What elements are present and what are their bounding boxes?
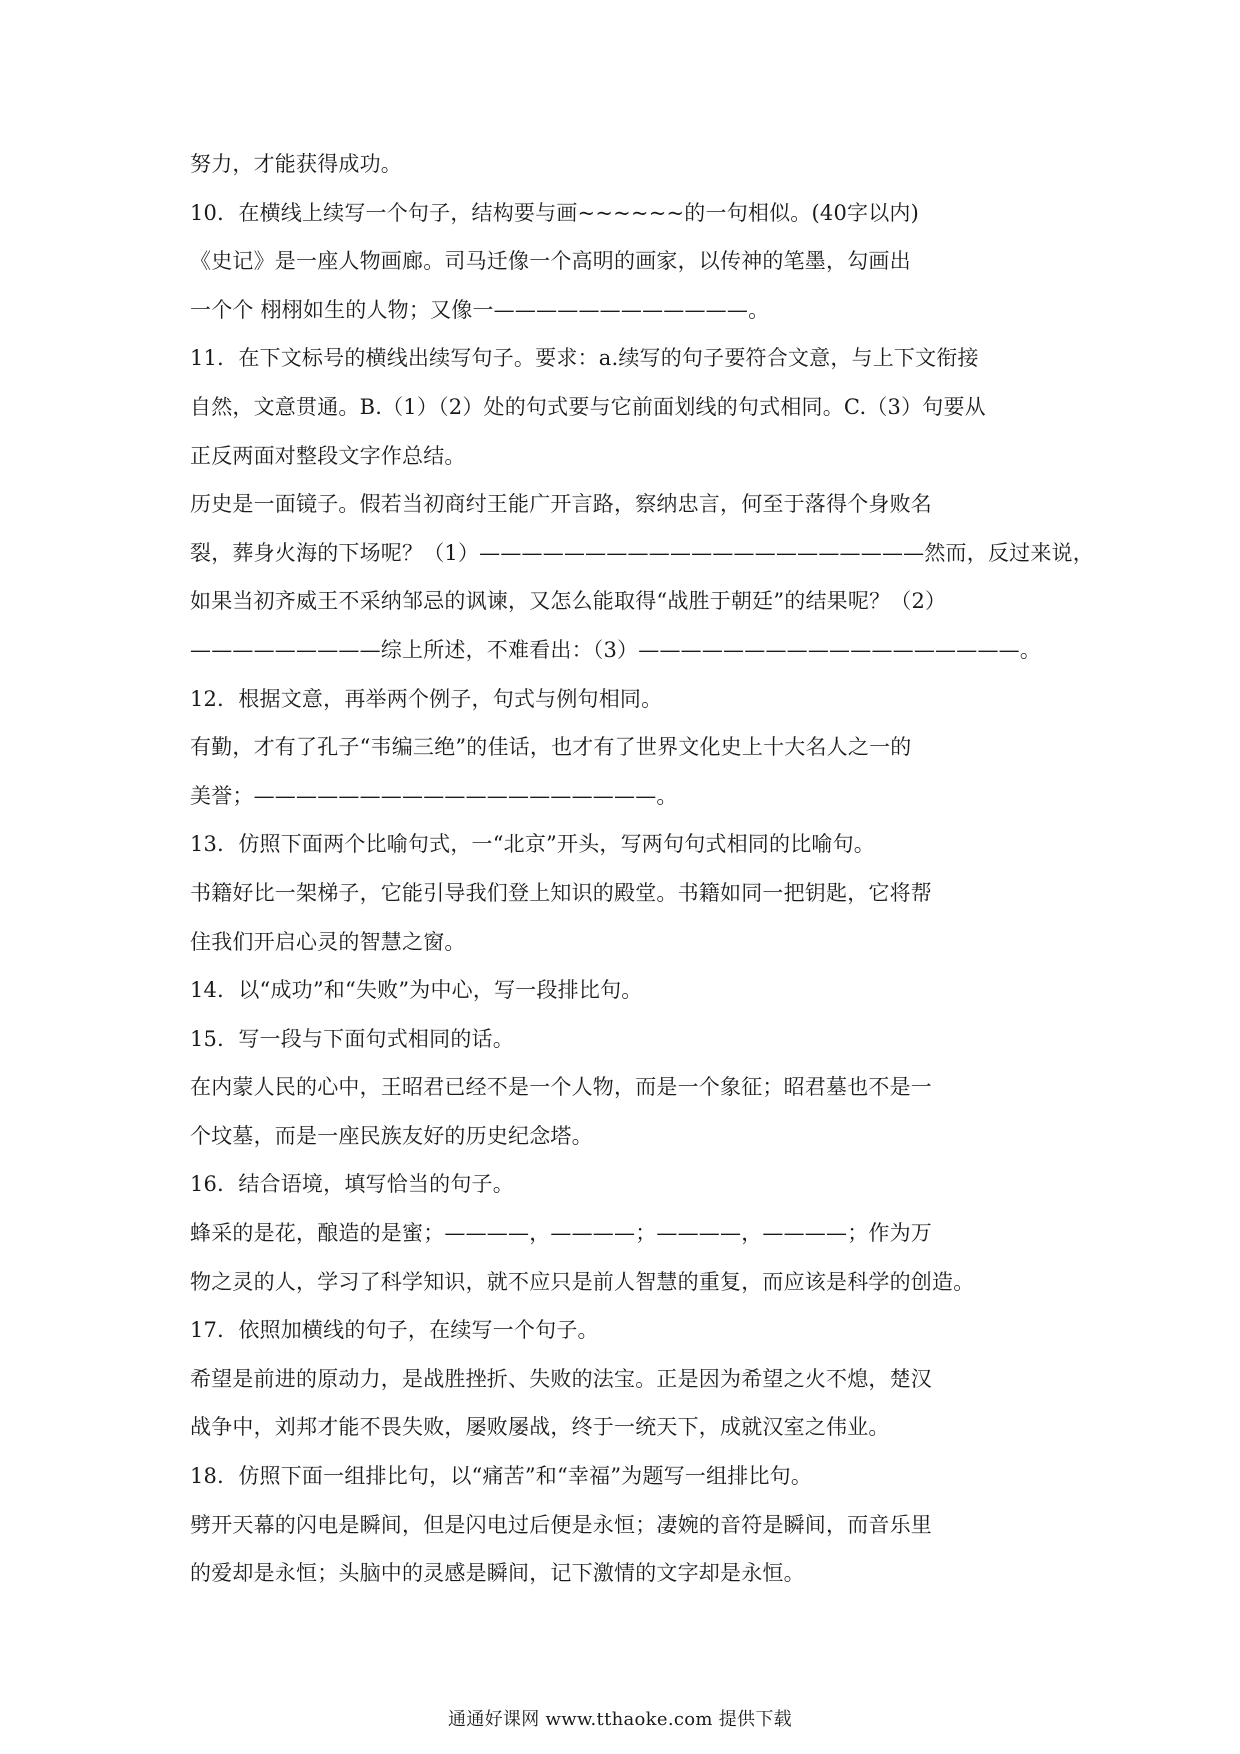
page-footer: 通通好课网 www.tthaoke.com 提供下载 <box>448 1709 792 1730</box>
text-line: 书籍好比一架梯子，它能引导我们登上知识的殿堂。书籍如同一把钥匙，它将帮 <box>190 880 932 905</box>
text-line: 劈开天幕的闪电是瞬间，但是闪电过后便是永恒；凄婉的音符是瞬间，而音乐里 <box>190 1512 932 1537</box>
text-line: 历史是一面镜子。假若当初商纣王能广开言路，察纳忠言，何至于落得个身败名 <box>190 492 932 517</box>
question-16-prompt: 16．结合语境，填写恰当的句子。 <box>190 1172 514 1197</box>
text-line: —————————综上所述，不难看出：（3）——————————————————。 <box>190 637 1042 662</box>
question-12-prompt: 12．根据文意，再举两个例子，句式与例句相同。 <box>190 686 663 711</box>
text-line: 裂，葬身火海的下场呢？（1）—————————————————————然而，反过来说， <box>190 540 1094 565</box>
text-line: 个坟墓，而是一座民族友好的历史纪念塔。 <box>190 1123 593 1148</box>
document-body <box>190 152 1094 1612</box>
text-line: 蜂采的是花，酿造的是蜜；————，————；————，————；作为万 <box>190 1221 932 1246</box>
text-line: 在内蒙人民的心中，王昭君已经不是一个人物，而是一个象征；昭君墓也不是一 <box>190 1075 932 1100</box>
text-line: 如果当初齐威王不采纳邹忌的讽谏，又怎么能取得“战胜于朝廷”的结果呢？（2） <box>190 589 947 614</box>
text-line: 希望是前进的原动力，是战胜挫折、失败的法宝。正是因为希望之火不熄，楚汉 <box>190 1366 932 1391</box>
text-line: 有勤，才有了孔子“韦编三绝”的佳话，也才有了世界文化史上十大名人之一的 <box>190 735 912 760</box>
text-line: 努力，才能获得成功。 <box>190 152 402 176</box>
question-14-prompt: 14．以“成功”和“失败”为中心，写一段排比句。 <box>190 978 643 1003</box>
text-line: 美誉；———————————————————。 <box>190 783 678 808</box>
question-11-prompt: 11．在下文标号的横线出续写句子。要求：a.续写的句子要符合文意，与上下文衔接 <box>190 346 979 371</box>
text-line: 一个个 栩栩如生的人物；又像一————————————。 <box>190 297 770 322</box>
question-13-prompt: 13．仿照下面两个比喻句式，一“北京”开头，写两句句式相同的比喻句。 <box>190 832 875 857</box>
question-15-prompt: 15．写一段与下面句式相同的话。 <box>190 1026 514 1051</box>
question-10-prompt: 10．在横线上续写一个句子，结构要与画~~~~~~的一句相似。(40字以内) <box>190 200 920 225</box>
text-line: 物之灵的人，学习了科学知识，就不应只是前人智慧的重复，而应该是科学的创造。 <box>190 1269 975 1294</box>
text-line: 住我们开启心灵的智慧之窗。 <box>190 929 466 954</box>
question-18-prompt: 18．仿照下面一组排比句，以“痛苦”和“幸福”为题写一组排比句。 <box>190 1464 813 1489</box>
text-line: 的爱却是永恒；头脑中的灵感是瞬间，记下激情的文字却是永恒。 <box>190 1561 805 1586</box>
text-line: 战争中，刘邦才能不畏失败，屡败屡战，终于一统天下，成就汉室之伟业。 <box>190 1415 890 1440</box>
text-line: 《史记》是一座人物画廊。司马迁像一个高明的画家，以传神的笔墨，勾画出 <box>190 249 911 274</box>
text-line: 自然，文意贯通。B.（1）（2）处的句式要与它前面划线的句式相同。C.（3）句要从 <box>190 394 986 419</box>
text-line: 正反两面对整段文字作总结。 <box>190 443 466 468</box>
question-17-prompt: 17．依照加横线的句子，在续写一个句子。 <box>190 1318 599 1343</box>
